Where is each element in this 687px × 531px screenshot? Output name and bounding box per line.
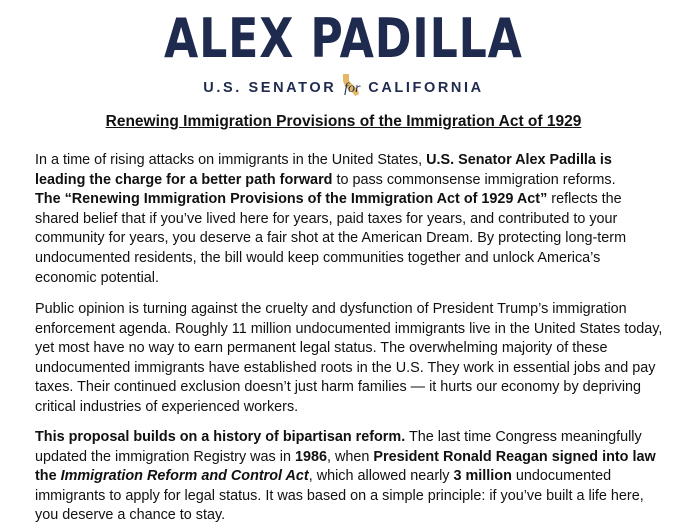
p3-bold-year: 1986: [294, 448, 327, 465]
p3-bold-1: This proposal builds on a history of bipartisan reform.: [35, 429, 406, 445]
tagline-for: for: [339, 79, 365, 99]
senator-tagline: [0, 78, 687, 99]
p3-bold-count: 3 million: [453, 468, 512, 485]
tagline-california: CALIFORNIA: [368, 80, 484, 96]
p1-text-2: to pass commonsense immigration reforms.: [332, 171, 616, 188]
senator-name-logo: ALEX PADILLA: [164, 7, 523, 70]
paragraph-public-opinion: Public opinion is turning against the cruelty and dysfunction of President Trump’s immigration enforcement agenda. Roughly 11 million undocumented immigrants live in the United States today, yet most have no way to earn permanent legal status. The overwhelming majority of these undocumented immigrants have established roots in the U.S. They work in essential jobs and pay taxes. Their continued exclusion doesn’t just harm families — it hurts our economy by depriving critical industries of experienced workers.: [35, 301, 663, 415]
p3-text-3: , which allowed nearly: [308, 468, 454, 485]
letterhead: [0, 0, 687, 106]
p1-text-3: reflects the shared belief that if you’ve lived here for years, paid taxes for years, and contributed to your community for years, you deserve a fair shot at the American Dream. By protecting long-term undocumented residents, the bill would keep communities together and unlock America’s economic potential.: [35, 191, 627, 286]
p3-text-1: The last time Congress meaningfully updated the immigration Registry was in: [35, 429, 642, 465]
document-title: Renewing Immigration Provisions of the Immigration Act of 1929: [105, 113, 582, 130]
paragraph-intro: [35, 151, 665, 288]
tagline-us-senator: U.S. SENATOR: [203, 80, 337, 96]
p3-bold-reagan: President Ronald Reagan signed into law the: [35, 448, 656, 485]
p1-text-1: In a time of rising attacks on immigrants in the United States,: [35, 152, 427, 168]
p3-act-name: Immigration Reform and Control Act: [60, 468, 309, 485]
paragraph-bipartisan-history: [35, 428, 665, 526]
p3-text-2: , when: [326, 448, 374, 465]
p1-bold-2: The “Renewing Immigration Provisions of the Immigration Act of 1929 Act”: [35, 191, 548, 208]
p3-text-4: undocumented immigrants to apply for legal status. It was based on a simple principle: if you’ve built a life here, you deserve a chance to stay.: [35, 468, 644, 524]
p1-bold-1: U.S. Senator Alex Padilla is leading the charge for a better path forward: [35, 152, 612, 188]
